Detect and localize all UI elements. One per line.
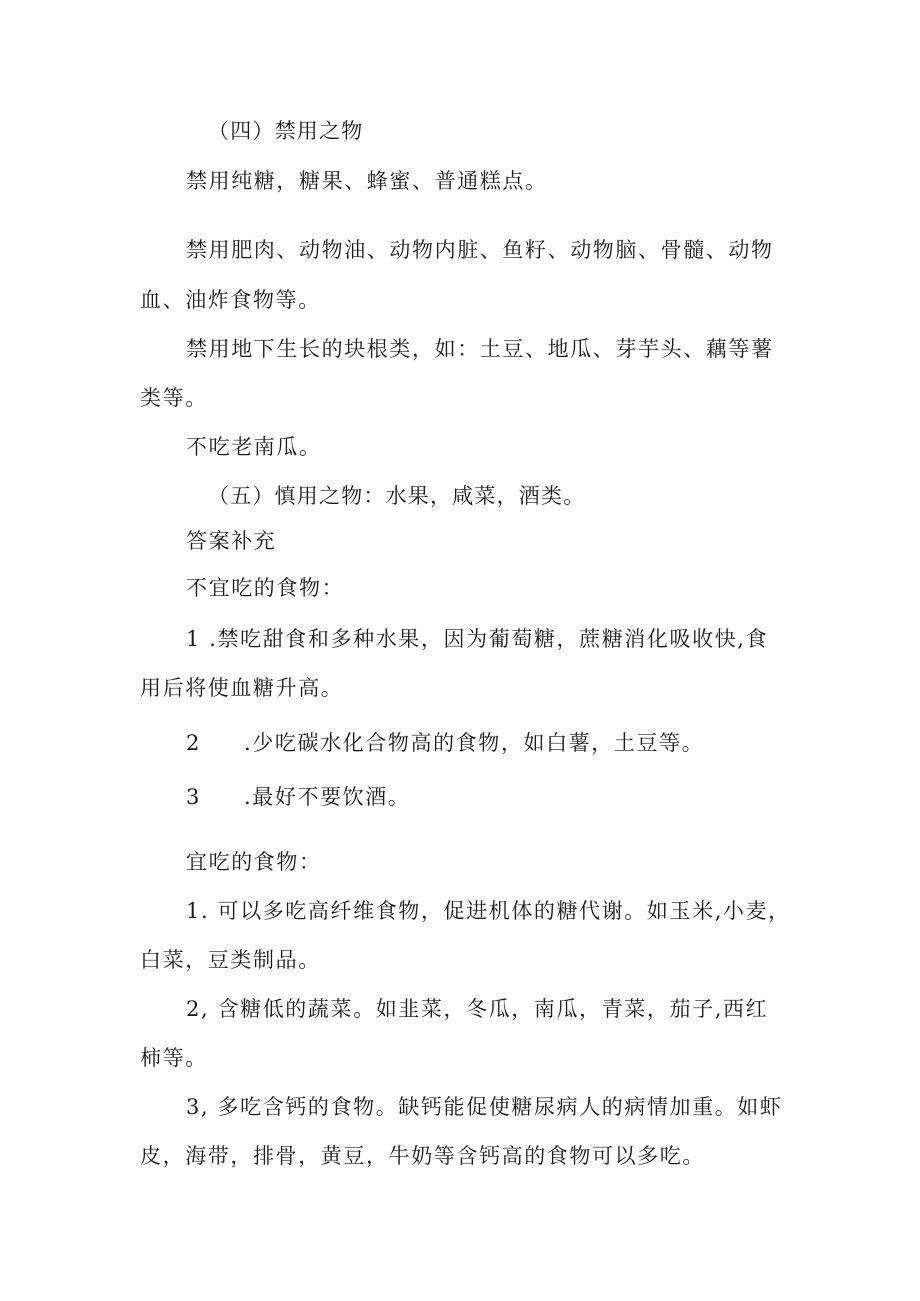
avoid-item-3-text: .最好不要饮酒。: [244, 785, 411, 809]
section-heading-caution: （五）慎用之物：水果，咸菜，酒类。: [208, 484, 586, 508]
avoid-item-1-line1: 1 .禁吃甜食和多种水果，因为葡萄糖，蔗糖消化吸收快,食: [186, 627, 769, 651]
paragraph-prohibit-fat-line2: 血、油炸食物等。: [140, 288, 321, 312]
supplement-title: 答案补充: [186, 529, 277, 553]
recommend-item-2-line1: 2, 含糖低的蔬菜。如韭菜，冬瓜，南瓜，青菜，茄子,西红: [186, 997, 769, 1021]
paragraph-no-old-pumpkin: 不吃老南瓜。: [186, 435, 322, 459]
avoid-item-2-text: .少吃碳水化合物高的食物，如白薯，土豆等。: [244, 731, 705, 755]
avoid-item-2: [186, 729, 704, 757]
recommend-item-3-line1: 3, 多吃含钙的食物。缺钙能促使糖尿病人的病情加重。如虾: [186, 1095, 783, 1119]
recommend-item-2-line2: 柿等。: [140, 1046, 208, 1070]
recommend-item-1-line2: 白菜，豆类制品。: [140, 948, 321, 972]
recommend-item-1-line1: 1. 可以多吃高纤维食物，促进机体的糖代谢。如玉米,小麦，: [186, 899, 791, 923]
paragraph-prohibit-tubers-line1: 禁用地下生长的块根类，如：土豆、地瓜、芽芋头、藕等薯: [186, 337, 774, 361]
paragraph-prohibit-tubers-line2: 类等。: [140, 386, 208, 410]
avoid-item-2-number: 2: [186, 731, 201, 755]
paragraph-prohibit-fat-line1: 禁用肥肉、动物油、动物内脏、鱼籽、动物脑、骨髓、动物: [186, 238, 774, 262]
avoid-item-3: [186, 783, 410, 811]
paragraph-prohibit-sugar: 禁用纯糖，糖果、蜂蜜、普通糕点。: [186, 169, 548, 193]
recommend-item-3-line2: 皮，海带，排骨，黄豆，牛奶等含钙高的食物可以多吃。: [140, 1144, 705, 1168]
avoid-foods-title: 不宜吃的食物：: [186, 576, 345, 600]
avoid-item-1-line2: 用后将使血糖升高。: [140, 676, 344, 700]
avoid-item-3-number: 3: [186, 785, 201, 809]
section-heading-prohibited: （四）禁用之物: [208, 119, 364, 143]
recommended-foods-title: 宜吃的食物：: [186, 850, 322, 874]
